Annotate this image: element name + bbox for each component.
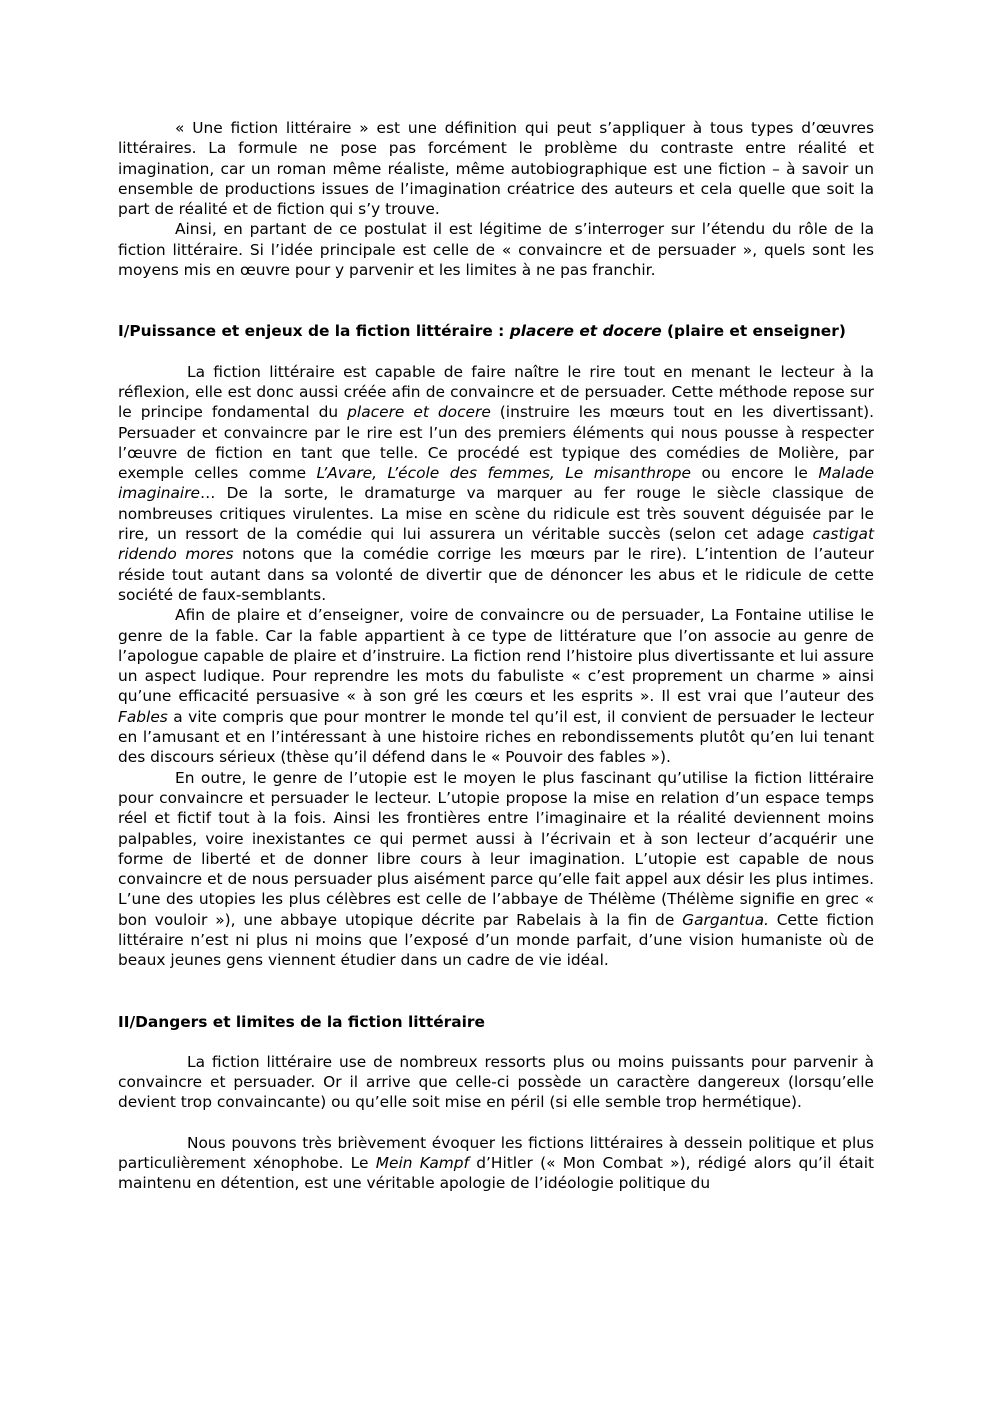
italic-run: L’Avare, L’école des femmes, Le misanthrope (316, 464, 691, 483)
intro-paragraph-2: Ainsi, en partant de ce postulat il est légitime de s’interroger sur l’étendu du rôle de la fiction littéraire. Si l’idée principale est celle de « convaincre et de persuader », quels sont les moyens mis en œuvre pour y parvenir et les limites à ne pas franchir. (118, 220, 874, 280)
text-run: En outre, le genre de l’utopie est le moyen le plus fascinant qu’utilise la fiction littéraire pour convaincre et persuader le lecteur. L’utopie propose la mise en relation d’un espace temps réel et fictif tout à la fois. Ainsi les frontières entre l’imaginaire et la réalité deviennent moins palpables, voire inexistantes ce qui permet aussi à l’écrivain et à son lecteur d’acquérir une forme de liberté et de donner libre cours à leur imagination. L’utopie est capable de nous convaincre et de nous persuader plus aisément parce qu’elle fait appel aux désir les plus intimes. L’une des utopies les plus célèbres est celle de l’abbaye de Thélème (Thélème signifie en grec « bon vouloir »), une abbaye utopique décrite par Rabelais à la fin de (118, 768, 874, 929)
section-1-paragraph-3 (118, 768, 874, 971)
section-1-heading-emphasis: placere et docere (509, 322, 662, 341)
italic-run: Fables (118, 707, 168, 726)
section-1-heading-part-b: (plaire et enseigner) (661, 322, 846, 341)
italic-run: Gargantua. (682, 910, 769, 929)
section-1-paragraph-2 (118, 605, 874, 767)
italic-run: castigat ridendo mores (118, 525, 874, 564)
italic-run: Malade imaginaire (118, 464, 874, 503)
text-run: ou encore le (690, 464, 819, 483)
italic-run: Mein Kampf (375, 1154, 469, 1173)
text-run: La fiction littéraire est capable de faire naître le rire tout en menant le lecteur à la réflexion, elle est donc aussi créée afin de convaincre et de persuader. Cette méthode repose sur le principe fondamental du (118, 362, 874, 422)
text-run: Afin de plaire et d’enseigner, voire de convaincre ou de persuader, La Fontaine utilise le genre de la fable. Car la fable appartient à ce type de littérature que l’on associe au genre de l’apologue capable de plaire et d’instruire. La fiction rend l’histoire plus divertissante et lui assure un aspect ludique. Pour reprendre les mots du fabuliste « c’est proprement un charme » ainsi qu’une efficacité persuasive « à son gré les cœurs et les esprits ». Il est vrai que l’auteur des (118, 606, 874, 706)
section-2-paragraph-2 (118, 1133, 874, 1194)
text-run: notons que la comédie corrige les mœurs par le rire). L’intention de l’auteur réside tout autant dans sa volonté de divertir que de dénoncer les abus et le ridicule de cette société de faux-semblants. (118, 545, 874, 604)
text-run: (instruire les mœurs tout en les divertissant). Persuader et convaincre par le rire est l’un des premiers éléments qui nous pousse à respecter l’œuvre de fiction en tant que telle. Ce procédé est typique des comédies de Molière, par exemple celles comme (118, 403, 874, 483)
section-2-heading: II/Dangers et limites de la fiction littéraire (118, 1012, 485, 1031)
text-run: d’Hitler (« Mon Combat »), rédigé alors qu’il était maintenu en détention, est une véritable apologie de l’idéologie politique du (118, 1154, 875, 1193)
section-2-paragraph-1: La fiction littéraire use de nombreux ressorts plus ou moins puissants pour parvenir à convaincre et persuader. Or il arrive que celle-ci possède un caractère dangereux (lorsqu’elle devient trop convaincante) ou qu’elle soit mise en péril (si elle semble trop hermétique). (118, 1052, 874, 1112)
italic-run: placere et docere (347, 403, 491, 422)
text-run: … De la sorte, le dramaturge va marquer au fer rouge le siècle classique de nombreuses critiques virulentes. La mise en scène du ridicule est très souvent déguisée par le rire, un ressort de la comédie qui lui assurera un véritable succès (selon cet adage (118, 484, 874, 544)
section-1-heading-part-a: I/Puissance et enjeux de la fiction littéraire : (118, 322, 510, 341)
text-run: a vite compris que pour montrer le monde tel qu’il est, il convient de persuader le lecteur en l’amusant et en l’intéressant à une histoire riches en rebondissements plutôt qu’en lui tenant des discours sérieux (thèse qu’il défend dans le « Pouvoir des fables »). (118, 707, 874, 767)
text-run: Nous pouvons très brièvement évoquer les fictions littéraires à dessein politique et plus particulièrement xénophobe. Le (118, 1133, 874, 1173)
text-run: Cette fiction littéraire n’est ni plus ni moins que l’exposé d’un monde parfait, d’une vision humaniste où de beaux jeunes gens viennent étudier dans un cadre de vie idéal. (118, 910, 874, 970)
section-1-paragraph-1 (118, 362, 874, 606)
intro-paragraph-1: « Une fiction littéraire » est une définition qui peut s’appliquer à tous types d’œuvres littéraires. La formule ne pose pas forcément le problème du contraste entre réalité et imagination, car un roman même réaliste, même autobiographique est une fiction – à savoir un ensemble de productions issues de l’imagination créatrice des auteurs et cela quelle que soit la part de réalité et de fiction qui s’y trouve. (118, 119, 874, 219)
section-1-heading (118, 321, 874, 341)
